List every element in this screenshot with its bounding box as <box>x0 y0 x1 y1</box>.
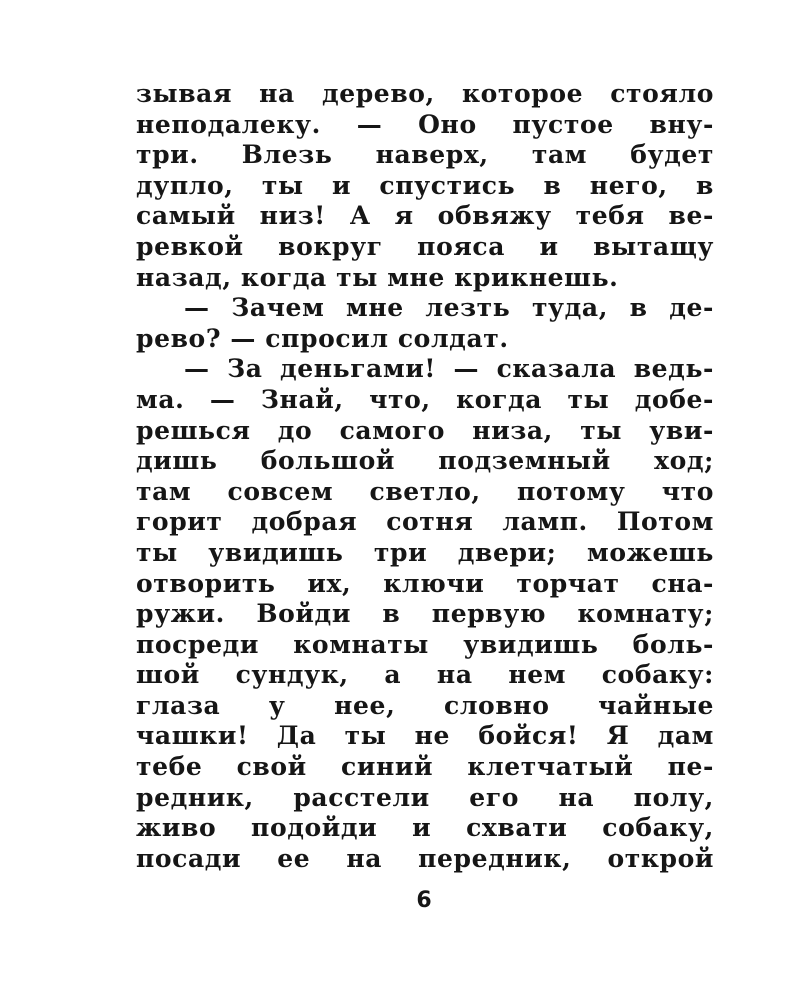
text-line: посади ее на передник, открой <box>136 843 714 873</box>
text-line: дишь большой подземный ход; <box>136 446 714 476</box>
text-line: рево? — спросил солдат. <box>136 323 509 353</box>
text-line: шой сундук, а на нем собаку: <box>136 660 714 690</box>
text-line: тебе свой синий клетчатый пе- <box>136 752 714 782</box>
text-line: отворить их, ключи торчат сна- <box>136 568 714 598</box>
text-line: ты увидишь три двери; можешь <box>136 537 714 567</box>
text-line: — За деньгами! — сказала ведь- <box>184 354 714 384</box>
text-line: живо подойди и схвати собаку, <box>136 813 714 843</box>
text-line: три. Влезь наверх, там будет <box>136 140 714 170</box>
text-line: назад, когда ты мне крикнешь. <box>136 262 619 292</box>
text-line: там совсем светло, потому что <box>136 476 714 506</box>
text-line: неподалеку. — Оно пустое вну- <box>136 109 714 139</box>
text-line: — Зачем мне лезть туда, в де- <box>184 293 714 323</box>
text-line: ружи. Войди в первую комнату; <box>136 599 714 629</box>
text-line: посреди комнаты увидишь боль- <box>136 629 714 659</box>
text-line: решься до самого низа, ты уви- <box>136 415 714 445</box>
text-line: редник, расстели его на полу, <box>136 782 714 812</box>
page-body-text <box>136 79 714 874</box>
text-line: дупло, ты и спустись в него, в <box>136 170 714 200</box>
text-line: ма. — Знай, что, когда ты добе- <box>136 384 714 414</box>
text-line: зывая на дерево, которое стояло <box>136 79 714 108</box>
text-line: чашки! Да ты не бойся! Я дам <box>136 721 714 751</box>
text-line: самый низ! А я обвяжу тебя ве- <box>136 201 714 231</box>
text-line: горит добрая сотня ламп. Потом <box>136 507 714 537</box>
text-line: ревкой вокруг пояса и вытащу <box>136 231 714 261</box>
text-line: глаза у нее, словно чайные <box>136 690 714 720</box>
page-number: 6 <box>416 888 432 913</box>
